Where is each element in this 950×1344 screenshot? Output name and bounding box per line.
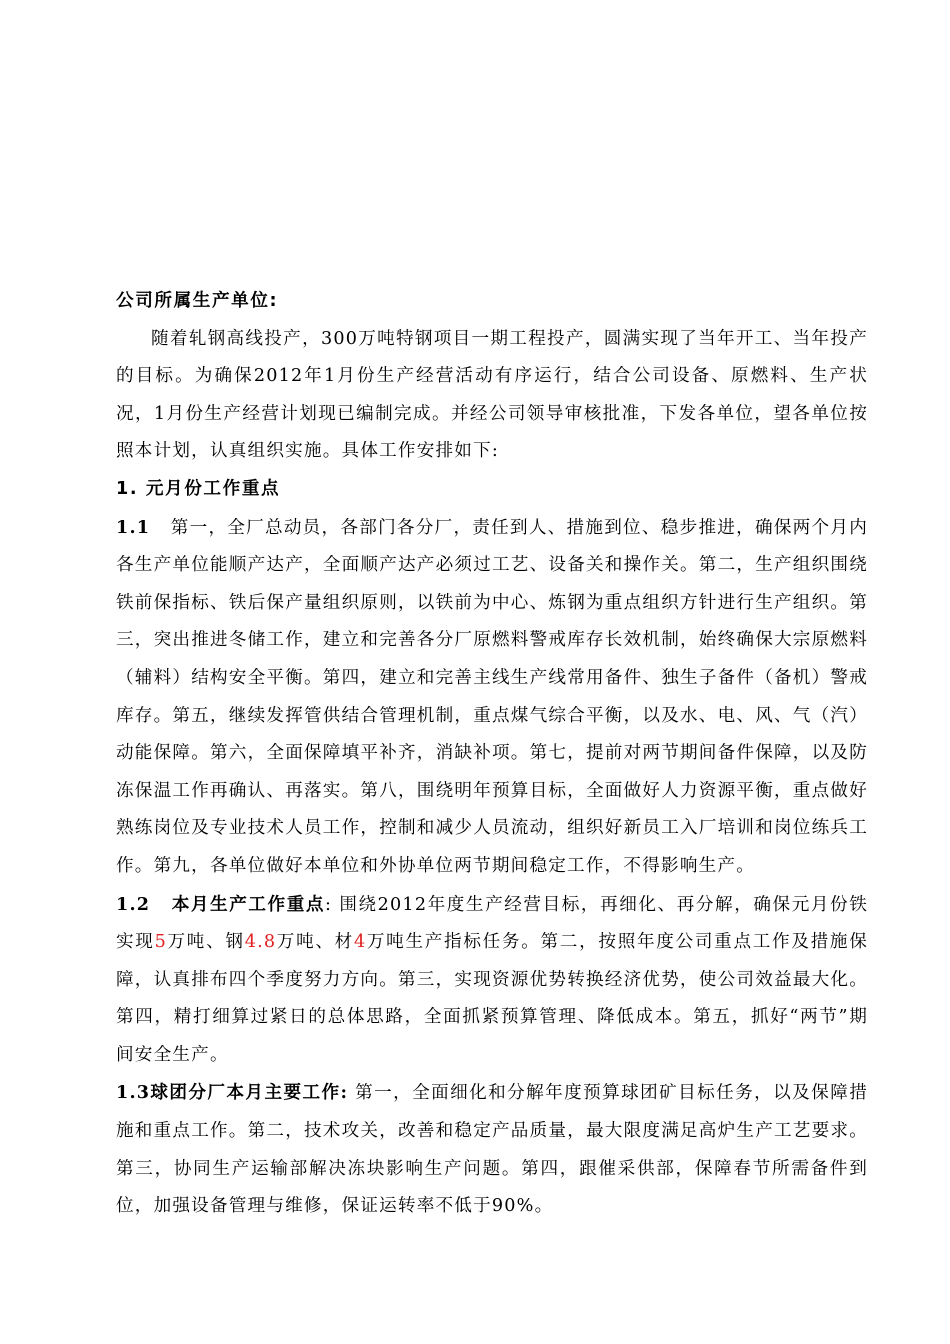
document-heading: 公司所属生产单位: (116, 291, 279, 311)
section-1-3-title: 球团分厂本月主要工作: (150, 1082, 349, 1104)
section-1-2-title: 本月生产工作重点 (171, 893, 326, 915)
section-1-3-text: 第一，全面细化和分解年度预算球团矿目标任务，以及保障措施和重点工作。第二，技术攻关，改善和稳定产品质量，最大限度满足高炉生产工艺要求。第三，协同生产运输部解决冻块影响生产问题。第四，跟催采供部，保障春节所需备件到位，加强设备管理与维修，保证运转率不低于90%。 (116, 1083, 868, 1217)
section-1-2-text-a: : 围绕2012年度生产经营目标，再细化、再分解，确保元月份铁实现 (116, 894, 868, 953)
section-1-1-number: 1.1 (116, 516, 151, 538)
iron-target-value: 5 (154, 932, 167, 953)
steel-target-value: 4.8 (244, 932, 277, 953)
section-1-3-paragraph (116, 1074, 868, 1225)
section-1-3-number: 1.3 (116, 1082, 151, 1104)
section-1-2-text-b: 万吨、钢 (167, 932, 245, 953)
material-target-value: 4 (353, 932, 367, 953)
section-1-1-text: 第一，全厂总动员，各部门各分厂，责任到人、措施到位、稳步推进，确保两个月内各生产单位能顺产达产，全面顺产达产必须过工艺、设备关和操作关。第二，生产组织围绕铁前保指标、铁后保产量组织原则，以铁前为中心、炼钢为重点组织方针进行生产组织。第三，突出推进冬储工作，建立和完善各分厂原燃料警戒库存长效机制，始终确保大宗原燃料（辅料）结构安全平衡。第四，建立和完善主线生产线常用备件、独生子备件（备机）警戒库存。第五，继续发挥管供结合管理机制，重点煤气综合平衡，以及水、电、风、气（汽）动能保障。第六，全面保障填平补齐，消缺补项。第七，提前对两节期间备件保障，以及防冻保温工作再确认、再落实。第八，围绕明年预算目标，全面做好人力资源平衡，重点做好熟练岗位及专业技术人员工作，控制和减少人员流动，组织好新员工入厂培训和岗位练兵工作。第九，各单位做好本单位和外协单位两节期间稳定工作，不得影响生产。 (116, 517, 868, 876)
document-body (116, 283, 868, 1226)
section-1-2-paragraph (116, 886, 868, 1075)
section-1-2-text-c: 万吨、材 (276, 932, 354, 953)
section-1-2-text-d: 万吨生产指标任务。第二，按照年度公司重点工作及措施保障，认真排布四个季度努力方向。第三，实现资源优势转换经济优势，使公司效益最大化。第四，精打细算过紧日的总体思路，全面抓紧预算管理、降低成本。第五，抓好“两节”期间安全生产。 (116, 932, 869, 1065)
section-1-1-paragraph (116, 509, 868, 886)
section-1-2-number: 1.2 (116, 893, 151, 915)
section-1-title: 1. 元月份工作重点 (116, 478, 281, 499)
intro-paragraph: 随着轧钢高线投产，300万吨特钢项目一期工程投产，圆满实现了当年开工、当年投产的目标。为确保2012年1月份生产经营活动有序运行，结合公司设备、原燃料、生产状况，1月份生产经营计划现已编制完成。并经公司领导审核批准，下发各单位，望各单位按照本计划，认真组织实施。具体工作安排如下: (116, 328, 868, 462)
